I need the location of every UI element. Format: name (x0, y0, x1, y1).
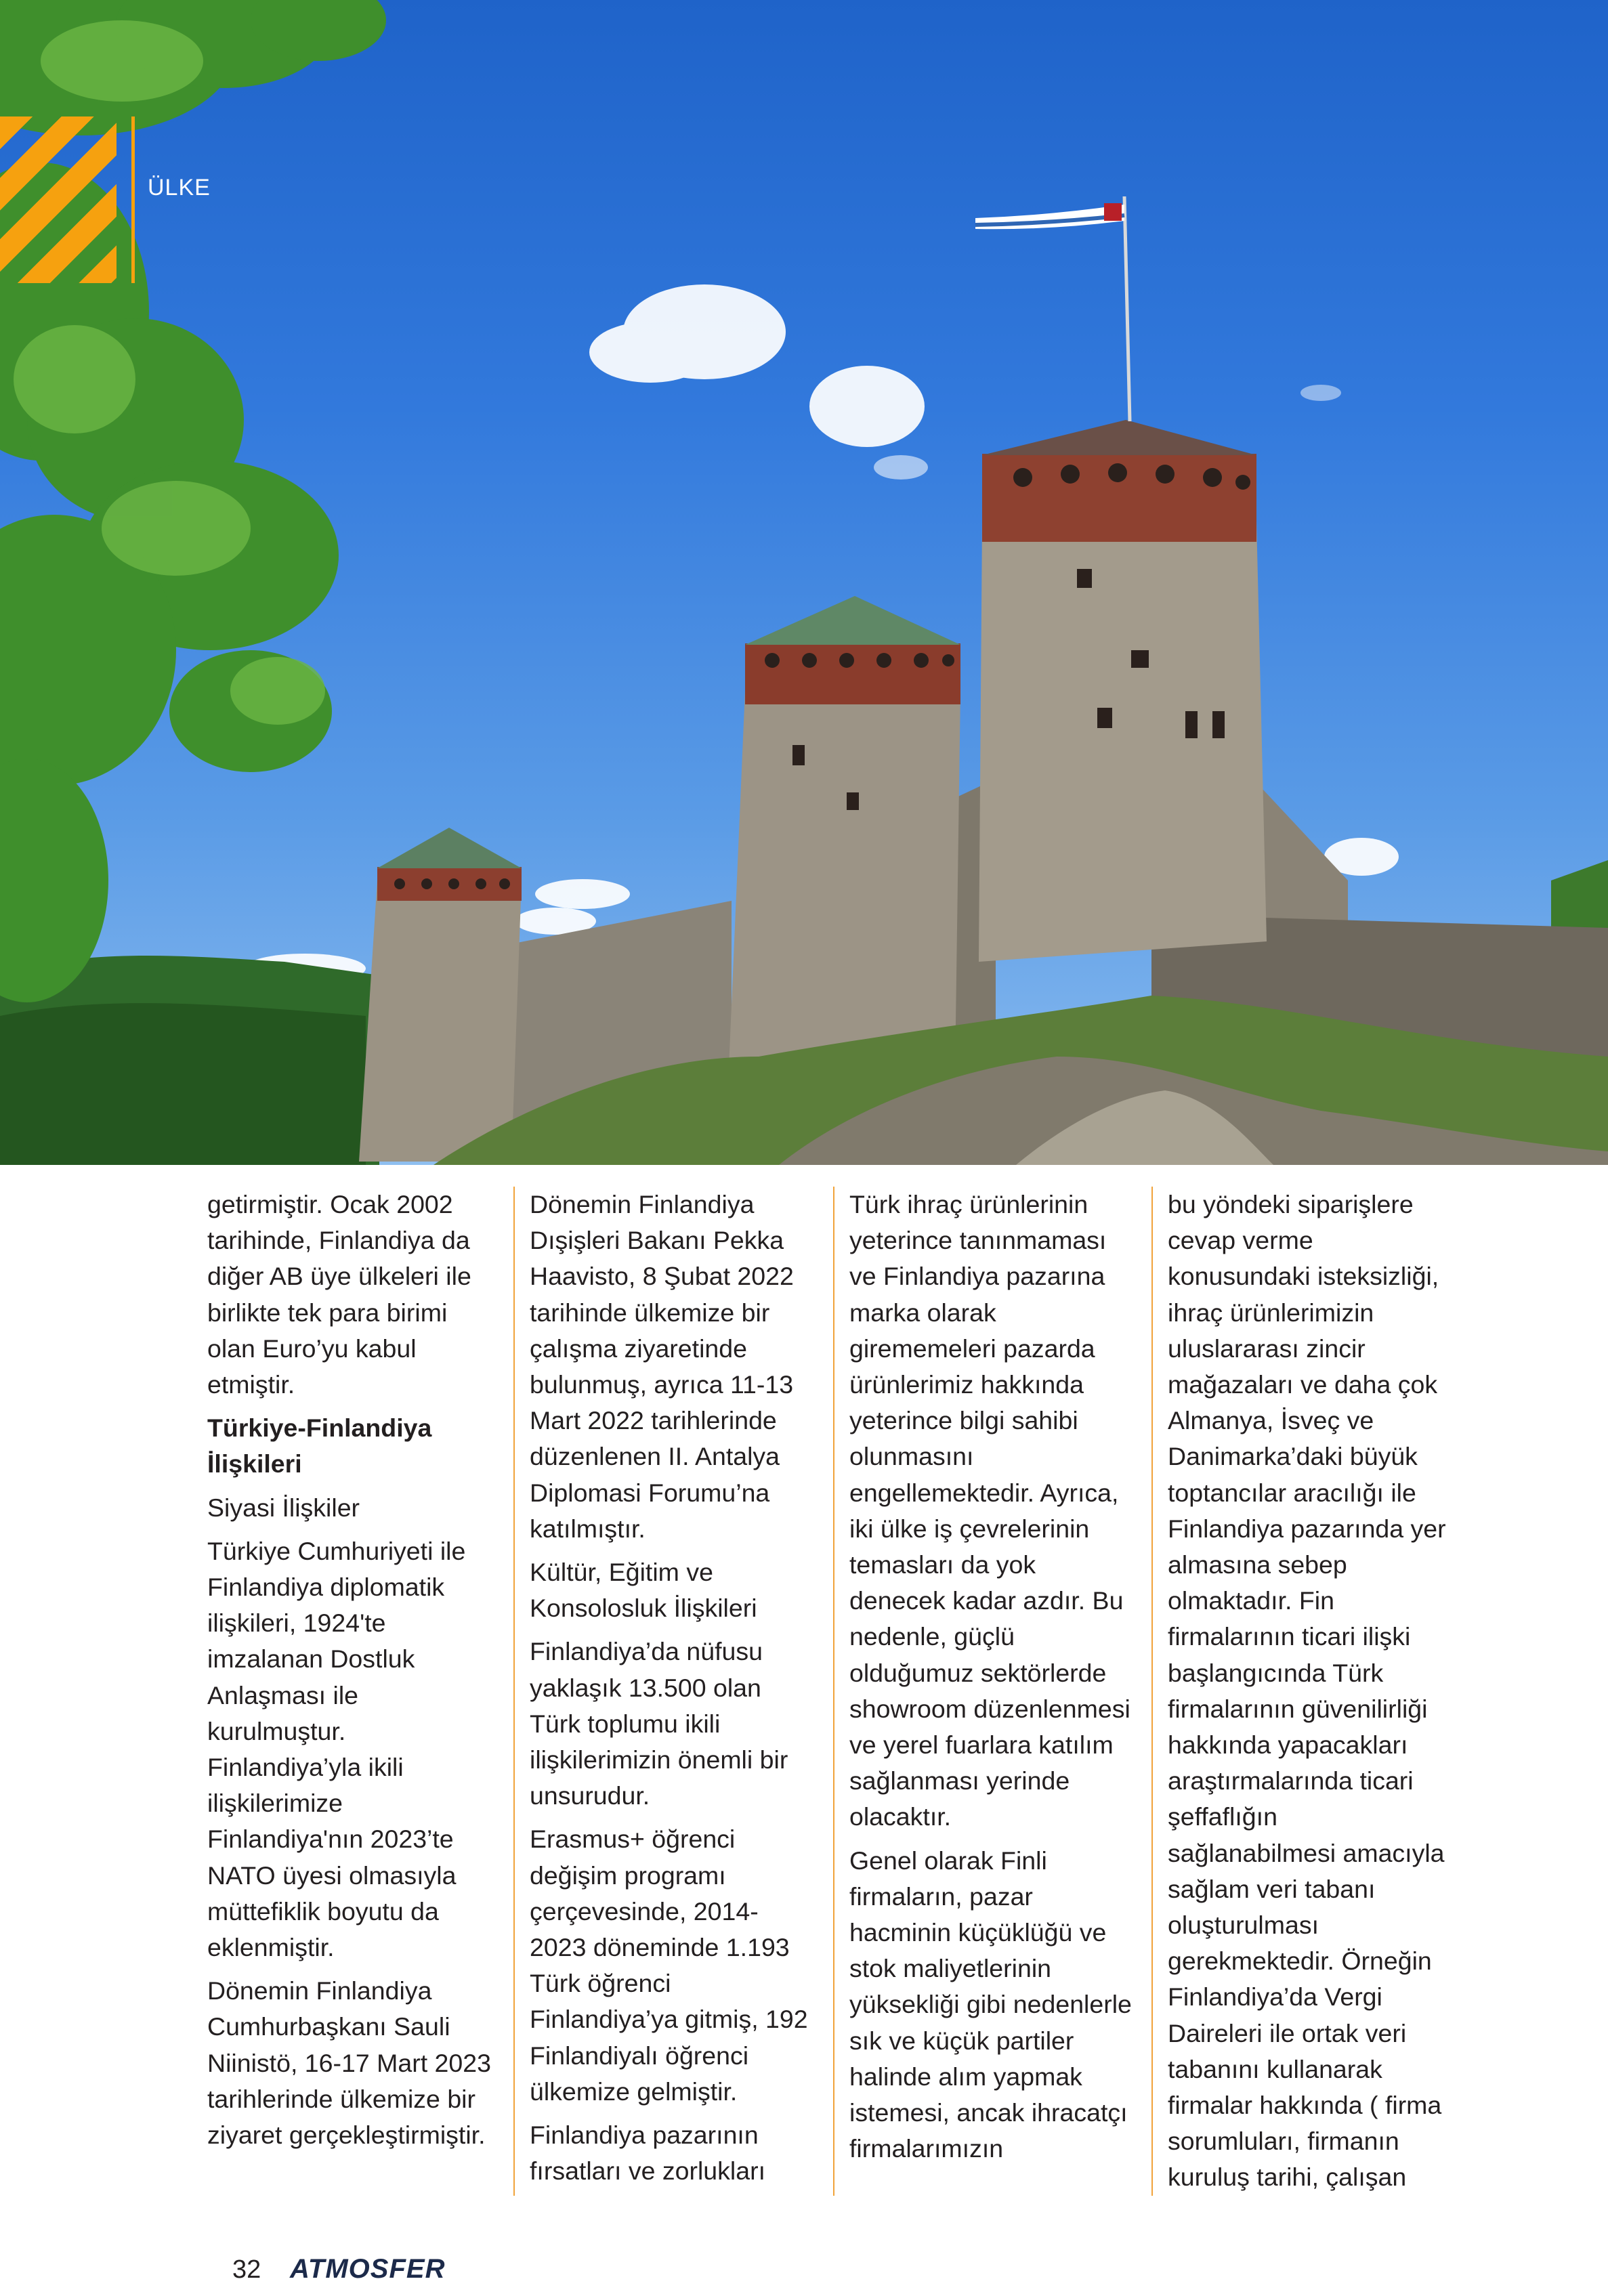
tower-middle (728, 596, 960, 1084)
section-badge-rule (131, 116, 135, 283)
paragraph: bu yöndeki siparişlere cevap verme konusundaki isteksizliği, ihraç ürünlerimizin uluslararası zincir mağazaları ve daha çok Almanya, İsveç ve Danimarka’daki büyük toptancılar aracılığı ile Finlandiya pazarında yer almasına sebep olmaktadır. Fin firmalarının ticari ilişki başlangıcında Türk firmalarının güvenilirliği hakkında yapacakları araştırmalarında ticari şeffaflığın sağlanabilmesi amacıyla sağlam veri tabanı oluşturulması gerekmektedir. Örneğin Finlandiya’da Vergi Daireleri ile ortak veri tabanını kullanarak firmalar hakkında ( firma sorumluları, firmanın kuruluş tarihi, çalışan (1168, 1190, 1446, 2192)
paragraph: Genel olarak Finli firmaların, pazar hacminin küçüklüğü ve stok maliyetlerinin yüksekliği gibi nedenlerle sık ve küçük partiler halinde alım yapmak istemesi, ancak ihracatçı firmalarımızın (849, 1846, 1132, 2163)
paragraph: Erasmus+ öğrenci değişim programı çerçevesinde, 2014-2023 döneminde 1.193 Türk öğrenci Finlandiya’ya gitmiş, 192 Finlandiyalı öğrenci ülkemize gelmiştir. (530, 1825, 808, 2106)
paragraph: Dönemin Finlandiya Cumhurbaşkanı Sauli Niinistö, 16-17 Mart 2023 tarihlerinde ülkemize bir ziyaret gerçekleştirmiştir. (207, 1976, 491, 2150)
paragraph: Türk ihraç ürünlerinin yeterince tanınmaması ve Finlandiya pazarına marka olarak girememeleri pazarda ürünlerimiz hakkında yeterince bilgi sahibi olunmasını engellemektedir. Ayrıca, iki ülke iş çevrelerinin temasları da yok denecek kadar azdır. Bu nedenle, güçlü olduğumuz sektörlerde showroom düzenlenmesi ve yerel fuarlara katılım sağlanması yerinde olacaktır. (849, 1190, 1130, 1831)
paragraph: Türkiye Cumhuriyeti ile Finlandiya diplomatik ilişkileri, 1924'te imzalanan Dostluk Anlaşması ile kurulmuştur. Finlandiya’yla ikili ilişkilerimize Finlandiya'nın 2023’te NATO üyesi olmasıyla müttefiklik boyutu da eklenmiştir. (207, 1536, 466, 1962)
page-number: 32 (232, 2255, 261, 2284)
paragraph: Siyasi İlişkiler (207, 1493, 360, 1522)
section-label: ÜLKE (148, 175, 211, 200)
article-column-3 (833, 1187, 1134, 2196)
section-heading: Türkiye-Finlandiya İlişkileri (207, 1413, 432, 1479)
paragraph: Finlandiya’da nüfusu yaklaşık 13.500 olan Türk toplumu ikili ilişkilerimizin önemli bir unsurudur. (530, 1637, 788, 1810)
paragraph: getirmiştir. Ocak 2002 tarihinde, Finlandiya da diğer AB üye ülkeleri ile birlikte tek para birimi olan Euro’yu kabul etmiştir. (207, 1190, 471, 1399)
paragraph: Dönemin Finlandiya Dışişleri Bakanı Pekka Haavisto, 8 Şubat 2022 tarihinde ülkemize bir çalışma ziyaretinde bulunmuş, ayrıca 11-13 Mart 2022 tarihlerinde düzenlenen II. Antalya Diplomasi Forumu’na katılmıştır. (530, 1190, 794, 1543)
tower-left (359, 828, 522, 1162)
article-column-2 (513, 1187, 814, 2196)
paragraph: Kültür, Eğitim ve Konsolosluk İlişkileri (530, 1558, 757, 1623)
section-badge-stripes (0, 116, 117, 283)
brand-logo: ATMOSFER (290, 2254, 446, 2284)
paragraph: Finlandiya pazarının fırsatları ve zorlukları (530, 2121, 766, 2186)
article-column-4 (1151, 1187, 1452, 2196)
tower-right (975, 196, 1267, 962)
article-column-1 (207, 1187, 492, 2196)
